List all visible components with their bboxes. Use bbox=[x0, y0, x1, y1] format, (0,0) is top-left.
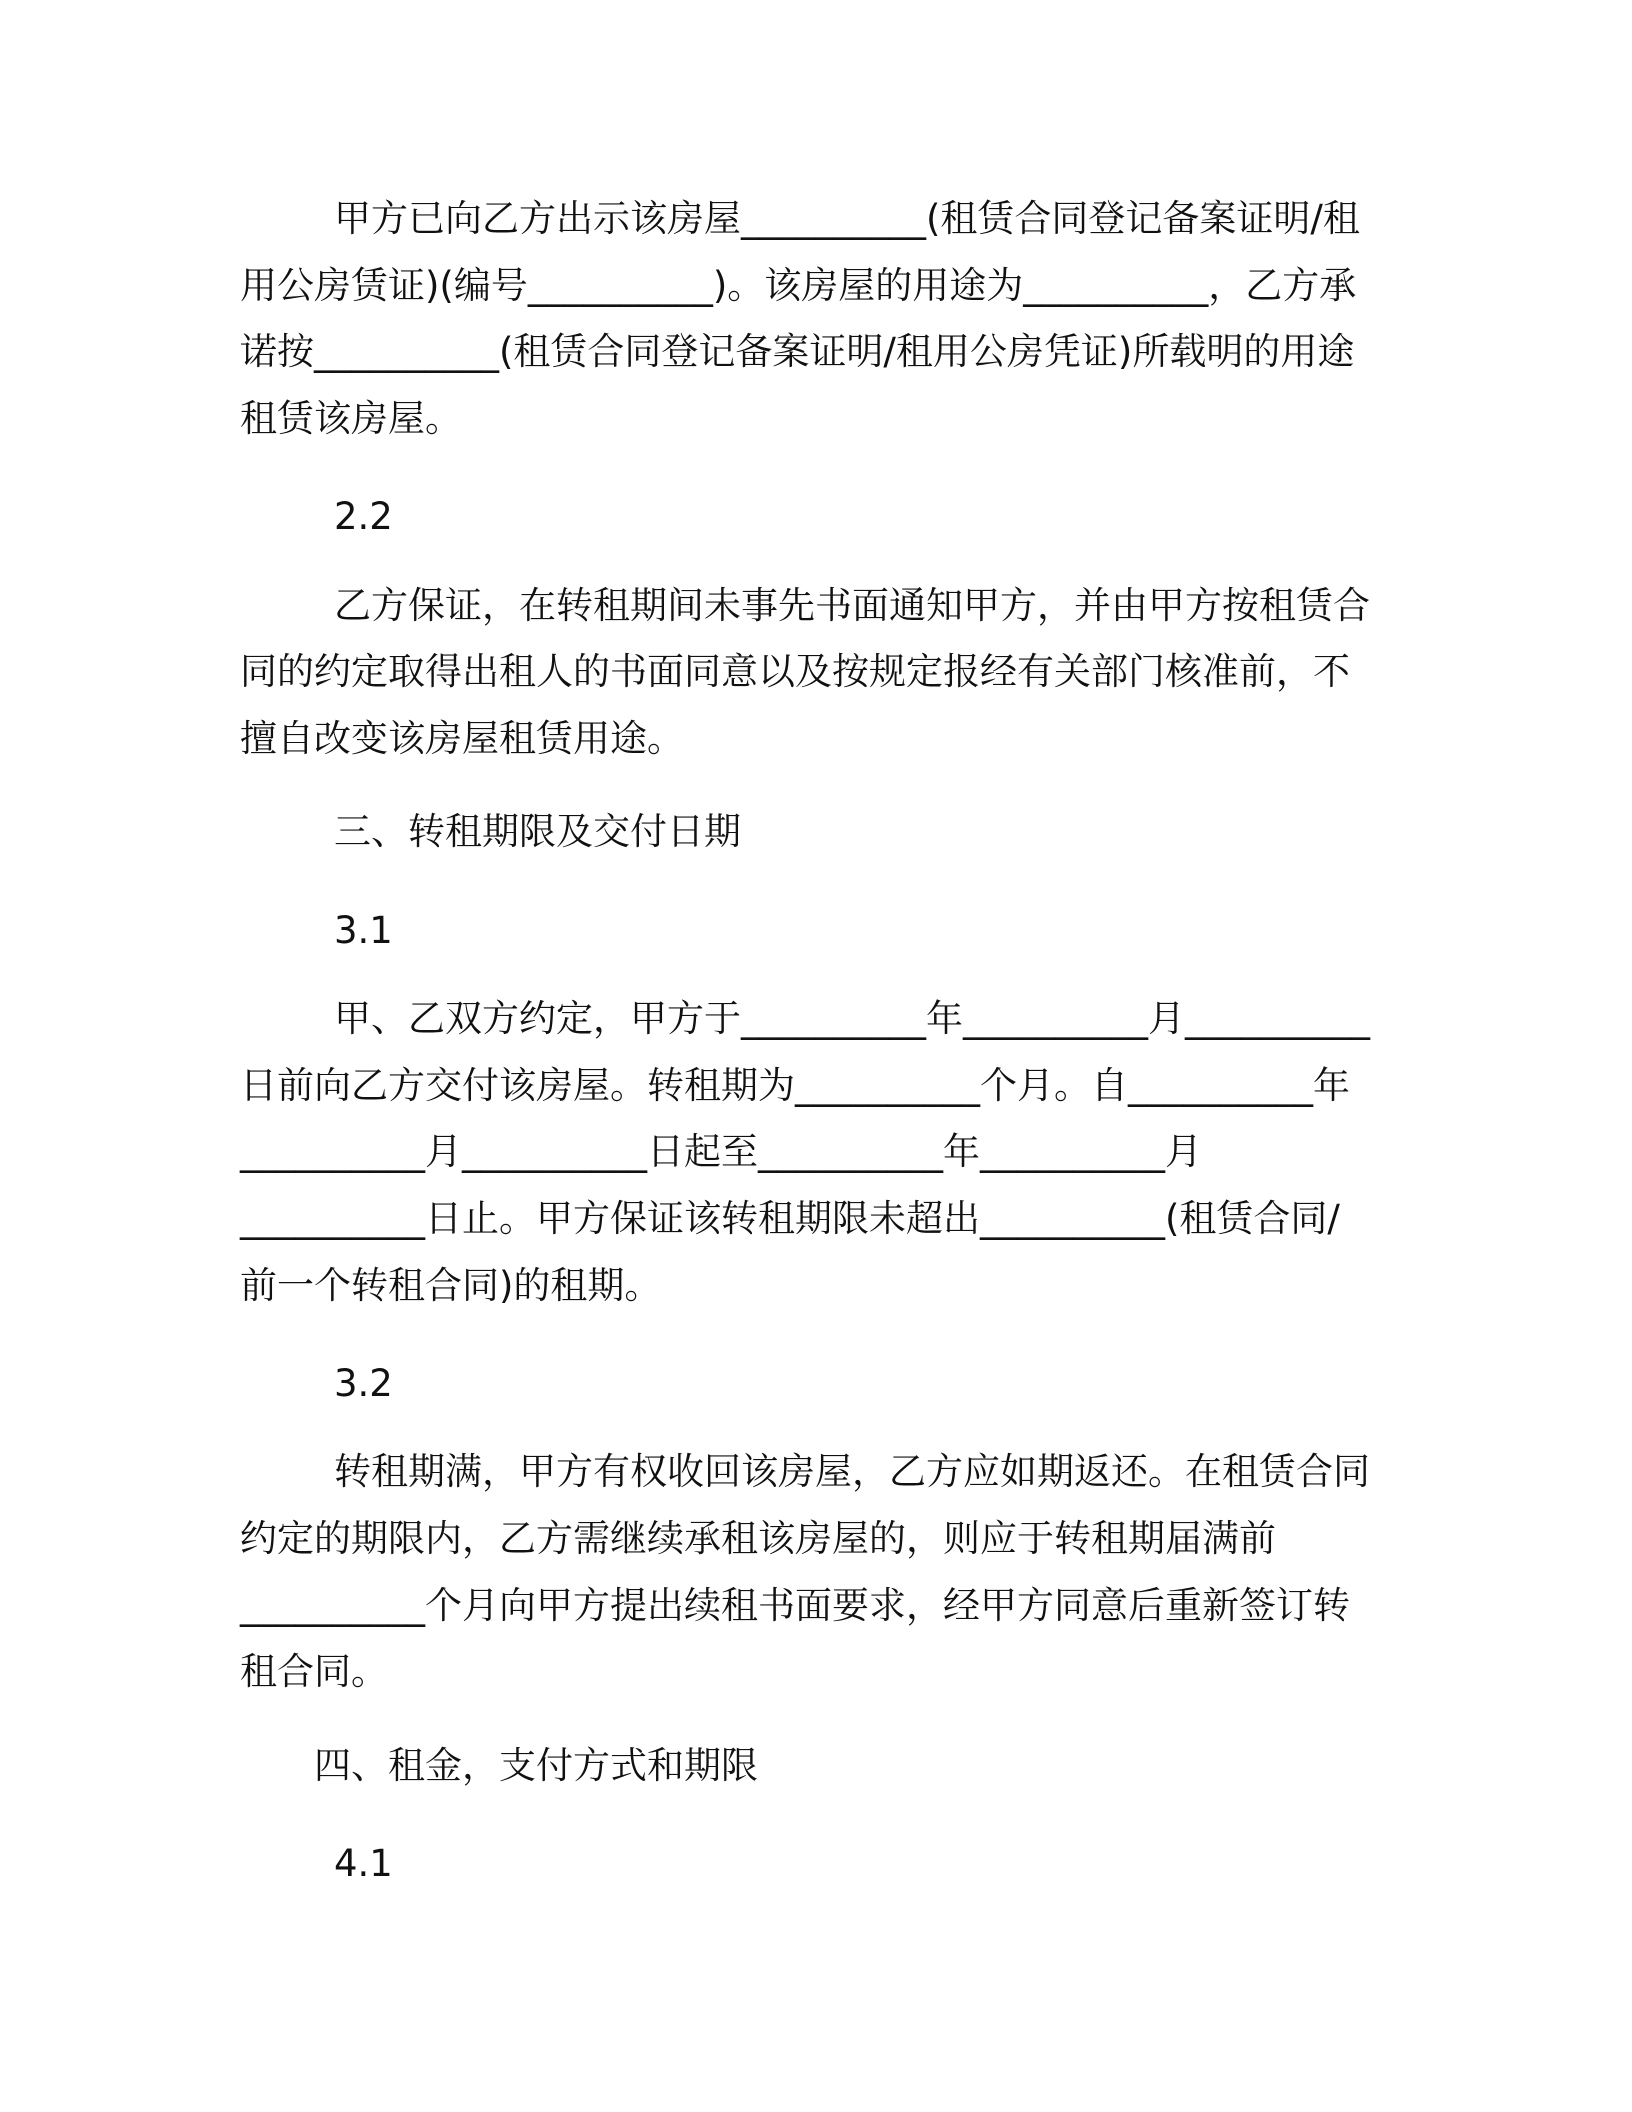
paragraph-3-1-line-4: __________日止。甲方保证该转租期限未超出__________(租赁合同/ bbox=[240, 1197, 1340, 1240]
clause-number-3-2: 3.2 bbox=[334, 1362, 393, 1405]
section-4-heading: 四、租金，支付方式和期限 bbox=[314, 1744, 758, 1787]
paragraph-2-1-line-2: 用公房赁证)(编号__________)。该房屋的用途为__________，乙方承 bbox=[240, 264, 1357, 307]
paragraph-2-1-line-3: 诺按__________(租赁合同登记备案证明/租用公房凭证)所载明的用途 bbox=[240, 330, 1355, 373]
clause-number-2-2: 2.2 bbox=[334, 495, 393, 538]
paragraph-2-2-line-3: 擅自改变该房屋租赁用途。 bbox=[240, 717, 684, 760]
paragraph-3-1-line-5: 前一个转租合同)的租期。 bbox=[240, 1264, 662, 1307]
paragraph-3-1-line-1: 甲、乙双方约定，甲方于__________年__________月__________ bbox=[334, 997, 1370, 1040]
paragraph-3-1-line-3: __________月__________日起至__________年__________月 bbox=[240, 1130, 1202, 1173]
paragraph-2-1-line-1: 甲方已向乙方出示该房屋__________(租赁合同登记备案证明/租 bbox=[334, 197, 1360, 240]
section-3-heading: 三、转租期限及交付日期 bbox=[334, 810, 741, 853]
clause-number-3-1: 3.1 bbox=[334, 909, 393, 952]
paragraph-3-2-line-1: 转租期满，甲方有权收回该房屋，乙方应如期返还。在租赁合同 bbox=[334, 1450, 1370, 1493]
paragraph-3-2-line-2: 约定的期限内，乙方需继续承租该房屋的，则应于转租期届满前 bbox=[240, 1517, 1276, 1560]
paragraph-2-1-line-4: 租赁该房屋。 bbox=[240, 397, 462, 440]
paragraph-3-2-line-3: __________个月向甲方提出续租书面要求，经甲方同意后重新签订转 bbox=[240, 1584, 1350, 1627]
paragraph-3-1-line-2: 日前向乙方交付该房屋。转租期为__________个月。自__________年 bbox=[240, 1064, 1350, 1107]
paragraph-2-2-line-2: 同的约定取得出租人的书面同意以及按规定报经有关部门核准前，不 bbox=[240, 650, 1350, 693]
paragraph-3-2-line-4: 租合同。 bbox=[240, 1650, 388, 1693]
clause-number-4-1: 4.1 bbox=[334, 1842, 393, 1885]
paragraph-2-2-line-1: 乙方保证，在转租期间未事先书面通知甲方，并由甲方按租赁合 bbox=[334, 584, 1370, 627]
